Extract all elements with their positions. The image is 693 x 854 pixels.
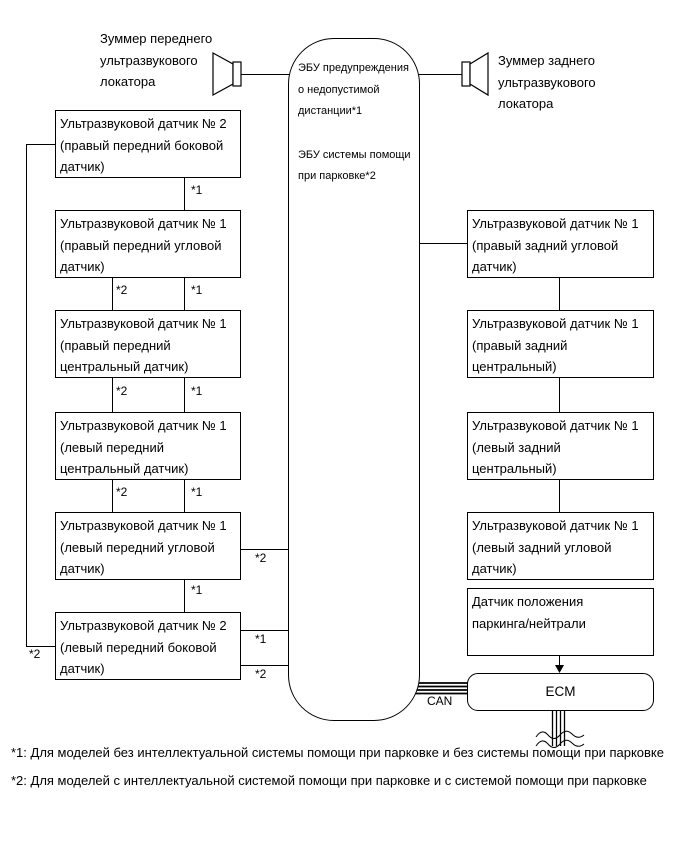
box-text-line: Ультразвуковой датчик № 1 <box>472 216 639 231</box>
box-text-line: (левый передний боковой <box>60 639 217 655</box>
box-text-line: Датчик положения <box>472 594 584 609</box>
ref-marker: *1 <box>191 583 203 597</box>
box-text-line: центральный) <box>472 461 557 476</box>
ecm-box <box>467 673 654 711</box>
clearance-warning-ecu-label <box>298 58 414 123</box>
ref-marker: *1 <box>191 283 203 297</box>
label-line: ультразвукового <box>100 52 198 68</box>
ref-marker: *1 <box>191 183 203 197</box>
label-line: Зуммер переднего <box>100 31 213 46</box>
box-text-line: (левый передний угловой <box>60 539 215 555</box>
ref-marker: *2 <box>29 647 41 661</box>
box-text-line: (правый задний угловой <box>472 237 619 253</box>
can-bus-label: CAN <box>427 694 453 708</box>
ecm-harness-lines <box>553 708 565 746</box>
ecu-text-line: при парковке*2 <box>298 170 376 182</box>
box-text-line: Ультразвуковой датчик № 2 <box>60 618 227 633</box>
loop-connector <box>27 145 58 647</box>
box-text-line: Ультразвуковой датчик № 1 <box>60 216 227 231</box>
box-text-line: центральный) <box>472 359 557 374</box>
rear-buzzer-speaker-icon <box>462 53 488 95</box>
box-text-line: центральный датчик) <box>60 461 189 476</box>
sensor-box-rear-right-corner <box>467 210 654 278</box>
box-text-line: Ультразвуковой датчик № 1 <box>60 518 227 533</box>
box-text-line: датчик) <box>472 561 517 576</box>
sensor-box-front-left-center <box>55 412 241 480</box>
ref-marker: *2 <box>116 283 128 297</box>
box-text-line: датчик) <box>60 661 105 676</box>
box-text-line: Ультразвуковой датчик № 1 <box>472 316 639 331</box>
box-text-line: (правый передний боковой <box>60 137 224 153</box>
box-text-line: Ультразвуковой датчик № 1 <box>60 418 227 433</box>
box-text-line: (левый задний <box>472 439 561 455</box>
box-text-line: паркинга/нейтрали <box>472 615 586 631</box>
sensor-box-front-right-side <box>55 110 241 178</box>
box-text-line: (правый передний <box>60 337 171 353</box>
ref-marker: *2 <box>255 551 267 565</box>
arrowhead <box>555 665 564 673</box>
box-text-line: датчик) <box>60 259 105 274</box>
label-line: локатора <box>498 96 554 112</box>
box-text-line: Ультразвуковой датчик № 2 <box>60 116 227 131</box>
sensor-box-rear-right-center <box>467 310 654 378</box>
box-text-line: датчик) <box>60 561 105 576</box>
sensor-box-rear-left-center <box>467 412 654 480</box>
box-text-line: Ультразвуковой датчик № 1 <box>472 518 639 533</box>
sensor-box-rear-left-corner <box>467 512 654 580</box>
ecu-text-line: ЭБУ системы помощи <box>298 148 411 161</box>
footnote-1: *1: Для моделей без интеллектуальной системы помощи при парковке и без системы помощи при парковке <box>11 745 664 760</box>
ecu-text-line: дистанции*1 <box>298 105 363 117</box>
box-text-line: Ультразвуковой датчик № 1 <box>60 316 227 331</box>
sensor-box-front-right-center <box>55 310 241 378</box>
box-text-line: датчик) <box>472 259 517 274</box>
ecu-text-line: ЭБУ предупреждения <box>298 62 409 74</box>
ecu-text-line: о недопустимой <box>298 83 380 96</box>
front-buzzer-speaker-icon <box>213 53 241 95</box>
box-text-line: датчик) <box>60 159 105 174</box>
ecu-box <box>288 38 420 721</box>
rear-buzzer-label <box>498 50 596 115</box>
sensor-box-front-left-side <box>55 612 241 680</box>
box-text-line: центральный датчик) <box>60 359 189 374</box>
box-text-line: Ультразвуковой датчик № 1 <box>472 418 639 433</box>
box-text-line: (левый передний <box>60 439 164 455</box>
label-line: Зуммер заднего <box>498 53 596 68</box>
sensor-box-front-left-corner <box>55 512 241 580</box>
box-text-line: (правый передний угловой <box>60 237 222 253</box>
ref-marker: *2 <box>116 384 128 398</box>
footnote-2: *2: Для моделей с интеллектуальной системой помощи при парковке и с системой помощи при парковке <box>11 773 647 788</box>
parking-assist-ecu-label <box>298 145 414 188</box>
front-buzzer-label <box>100 28 212 93</box>
ref-marker: *1 <box>191 485 203 499</box>
ecm-label: ECM <box>545 684 576 699</box>
ref-marker: *2 <box>116 485 128 499</box>
label-line: ультразвукового <box>498 74 596 90</box>
label-line: локатора <box>100 74 156 90</box>
box-text-line: (левый задний угловой <box>472 539 612 555</box>
ref-marker: *2 <box>255 667 267 681</box>
ref-marker: *1 <box>191 384 203 398</box>
ref-marker: *1 <box>255 632 267 646</box>
sensor-box-front-right-corner <box>55 210 241 278</box>
neutral-position-sensor-box <box>467 588 654 656</box>
box-text-line: (правый задний <box>472 337 568 353</box>
